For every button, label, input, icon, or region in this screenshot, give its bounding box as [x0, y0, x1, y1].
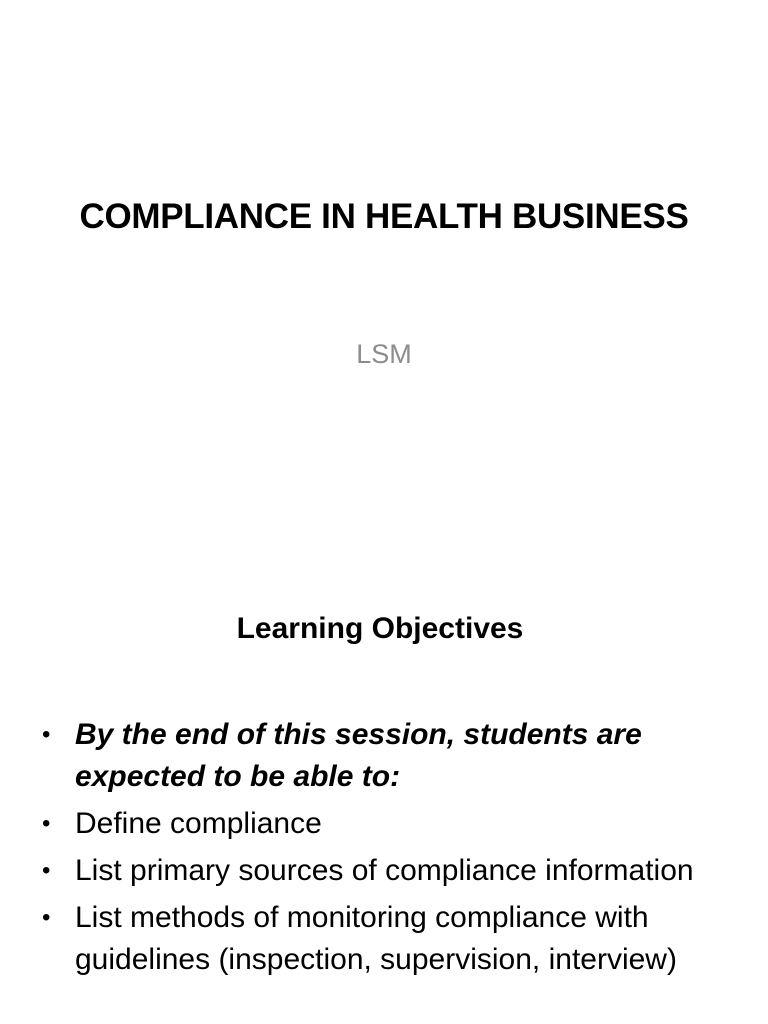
list-item [42, 714, 732, 798]
presentation-subtitle: LSM [356, 339, 412, 369]
bullet-icon: • [42, 810, 51, 837]
list-item-text: List primary sources of compliance information [75, 854, 694, 887]
slide-heading: Learning Objectives [236, 612, 524, 645]
objectives-list [42, 714, 732, 986]
list-item-text: Define compliance [75, 807, 322, 840]
bullet-icon: • [42, 857, 51, 884]
bullet-icon: • [42, 721, 51, 748]
list-item [42, 850, 732, 892]
presentation-title: COMPLIANCE IN HEALTH BUSINESS [79, 197, 689, 236]
list-item [42, 803, 732, 845]
list-item [42, 897, 732, 981]
bullet-icon: • [42, 904, 51, 931]
list-item-text: By the end of this session, students are expected to be able to: [75, 718, 642, 793]
list-item-text: List methods of monitoring compliance with guidelines (inspection, supervision, interview) [75, 901, 677, 976]
learning-objectives-slide [0, 576, 768, 1024]
